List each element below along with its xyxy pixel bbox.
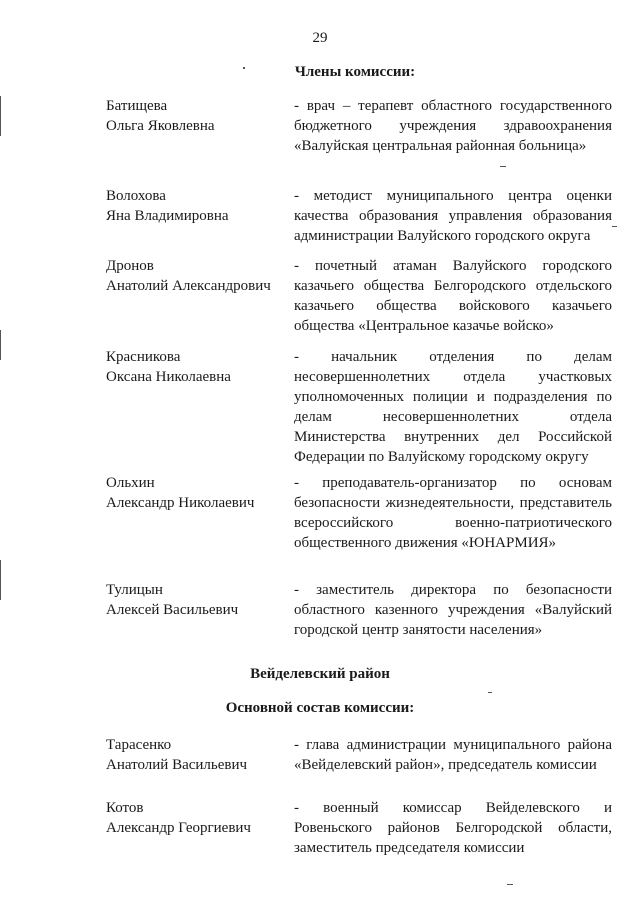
member-name bbox=[106, 347, 291, 387]
member-surname: Батищева bbox=[106, 98, 168, 114]
scan-edge-mark bbox=[0, 330, 1, 360]
member-given-name: Оксана Николаевна bbox=[106, 369, 231, 385]
section-heading-members: Члены комиссии: bbox=[294, 64, 416, 80]
scan-edge-mark bbox=[0, 560, 1, 600]
member-role: - врач – терапевт областного государственного бюджетного учреждения здравоохранения «Валуйская центральная районная больница» bbox=[294, 98, 612, 154]
member-given-name: Анатолий Александрович bbox=[106, 278, 271, 294]
member-name bbox=[106, 256, 291, 296]
member-surname: Волохова bbox=[106, 188, 166, 204]
page-number: 29 bbox=[312, 30, 328, 46]
scan-speck bbox=[488, 692, 492, 693]
member-given-name: Алексей Васильевич bbox=[106, 602, 239, 618]
section-heading-main-composition: Основной состав комиссии: bbox=[225, 700, 415, 716]
member-role: - глава администрации муниципального района «Вейделевский район», председатель комиссии bbox=[294, 737, 612, 773]
member-role: - военный комиссар Вейделевского и Ровеньского районов Белгородской области, заместитель председателя комиссии bbox=[294, 800, 612, 856]
member-given-name: Ольга Яковлевна bbox=[106, 118, 215, 134]
member-given-name: Александр Георгиевич bbox=[106, 820, 251, 836]
member-surname: Красникова bbox=[106, 349, 181, 365]
member-role: - заместитель директора по безопасности областного казенного учреждения «Валуйский городской центр занятости населения» bbox=[294, 582, 612, 638]
member-name bbox=[106, 473, 291, 513]
member-name bbox=[106, 798, 291, 838]
member-surname: Дронов bbox=[106, 258, 154, 274]
member-name bbox=[106, 96, 291, 136]
scan-speck bbox=[507, 884, 513, 885]
member-role: - почетный атаман Валуйского городского казачьего общества Белгородского отдельского казачьего общества войскового казачьего общества «Центральное казачье войско» bbox=[294, 258, 612, 334]
member-role: - начальник отделения по делам несовершеннолетних отдела участковых уполномоченных полиции и подразделения по делам несовершеннолетних отдела Министерства внутренних дел Российской Федерации по Валуйскому городскому округу bbox=[294, 349, 612, 465]
member-surname: Тулицын bbox=[106, 582, 163, 598]
member-name bbox=[106, 186, 291, 226]
member-name bbox=[106, 735, 291, 775]
scan-edge-mark bbox=[0, 96, 1, 136]
scan-speck bbox=[612, 226, 617, 227]
member-given-name: Александр Николаевич bbox=[106, 495, 255, 511]
member-surname: Тарасенко bbox=[106, 737, 172, 753]
scan-speck bbox=[243, 67, 245, 69]
member-role: - методист муниципального центра оценки качества образования управления образования администрации Валуйского городского округа bbox=[294, 188, 612, 244]
member-surname: Ольхин bbox=[106, 475, 155, 491]
member-surname: Котов bbox=[106, 800, 144, 816]
member-role: - преподаватель-организатор по основам безопасности жизнедеятельности, представитель всероссийского военно-патриотического общественного движения «ЮНАРМИЯ» bbox=[294, 475, 612, 551]
scan-speck bbox=[500, 166, 506, 167]
member-given-name: Анатолий Васильевич bbox=[106, 757, 248, 773]
member-name bbox=[106, 580, 291, 620]
member-given-name: Яна Владимировна bbox=[106, 208, 229, 224]
district-heading: Вейделевский район bbox=[250, 666, 390, 682]
